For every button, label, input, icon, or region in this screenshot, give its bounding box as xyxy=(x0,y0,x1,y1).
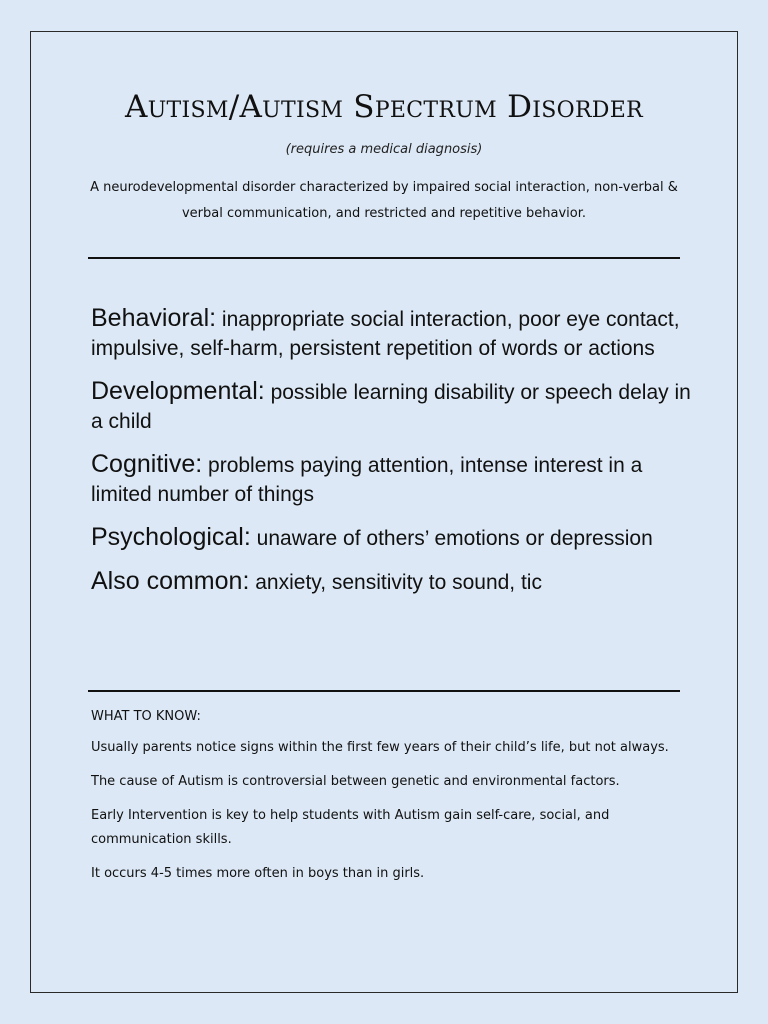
know-item: Early Intervention is key to help students with Autism gain self-care, social, and communication skills. xyxy=(91,808,610,847)
symptom-category: Psychological: xyxy=(91,523,251,551)
symptom-text: unaware of others’ emotions or depression xyxy=(256,527,653,550)
symptom-text: inappropriate social interaction, poor eye contact, impulsive, self-harm, persistent repetition of words or actions xyxy=(91,308,680,360)
symptom-text: anxiety, sensitivity to sound, tic xyxy=(255,571,542,594)
page-subtitle: (requires a medical diagnosis) xyxy=(285,142,483,157)
symptom-behavioral xyxy=(91,304,691,363)
symptom-category: Cognitive: xyxy=(91,450,203,478)
divider-top xyxy=(88,257,680,259)
symptom-list xyxy=(91,304,691,611)
know-item: Usually parents notice signs within the first few years of their child’s life, but not always. xyxy=(91,740,669,755)
symptom-developmental xyxy=(91,377,691,436)
symptom-category: Also common: xyxy=(91,567,250,595)
divider-bottom xyxy=(88,690,680,692)
symptom-category: Behavioral: xyxy=(91,304,217,332)
page-title: Autism/Autism Spectrum Disorder xyxy=(125,89,643,125)
symptom-psychological xyxy=(91,523,691,553)
what-to-know-heading: WHAT TO KNOW: xyxy=(91,709,201,724)
intro-definition: A neurodevelopmental disorder characterized by impaired social interaction, non-verbal & verbal communication, and restricted and repetitive behavior. xyxy=(90,180,678,221)
know-item: It occurs 4-5 times more often in boys than in girls. xyxy=(91,866,425,881)
symptom-also-common xyxy=(91,567,691,597)
symptom-text: possible learning disability or speech delay in a child xyxy=(91,381,691,433)
know-item: The cause of Autism is controversial between genetic and environmental factors. xyxy=(91,774,620,789)
symptom-cognitive xyxy=(91,450,691,509)
symptom-category: Developmental: xyxy=(91,377,265,405)
symptom-text: problems paying attention, intense interest in a limited number of things xyxy=(91,454,643,506)
what-to-know-section xyxy=(91,705,681,896)
